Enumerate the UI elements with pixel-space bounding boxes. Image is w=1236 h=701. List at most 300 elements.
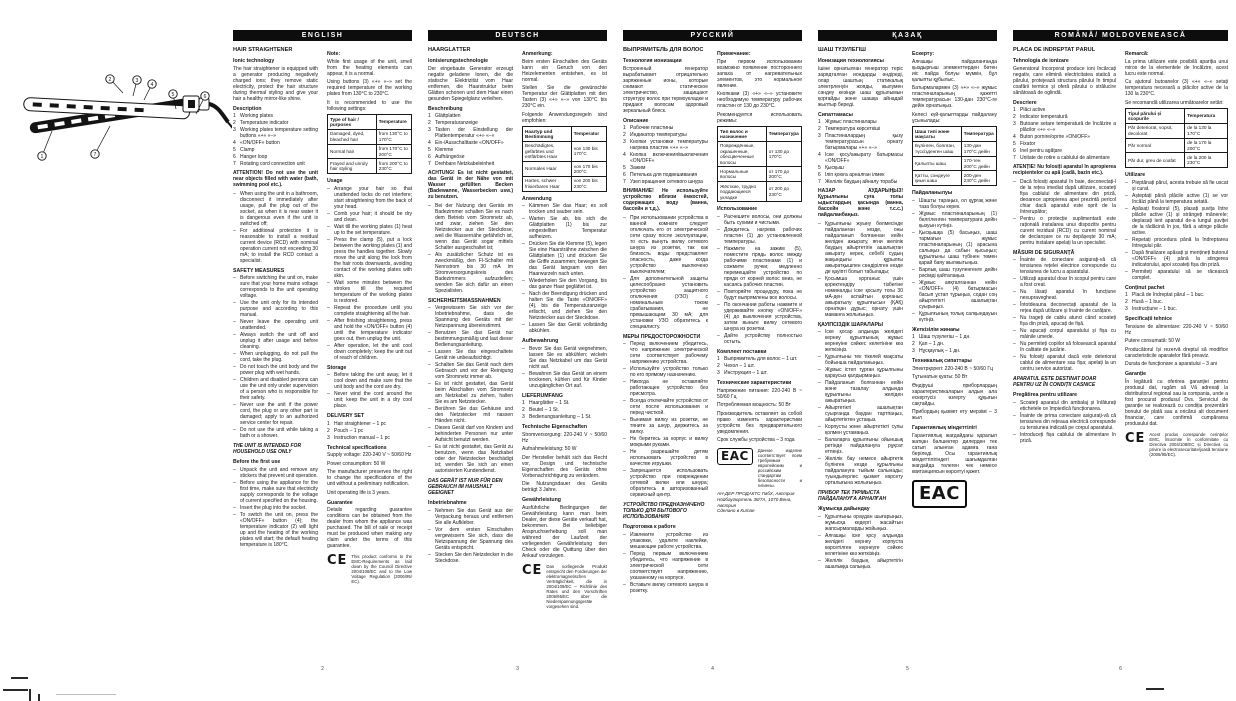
ce-mark-icon: CE: [327, 553, 348, 569]
list-marker: –: [327, 317, 330, 324]
list-marker: –: [233, 332, 236, 338]
table-header-cell: Temperature: [376, 115, 411, 130]
paragraph: Se recomandă utilizarea următoarelor setări:: [1125, 99, 1224, 106]
list-item: [428, 161, 513, 167]
list-item: [818, 152, 903, 164]
list-item-text: По окончании работы нажмите и удерживайте кнопку «ON/OFF» (4) до выключения устройства, затем выньте вилку сетевого шнура из розетки.: [724, 301, 802, 332]
list-item: [233, 402, 318, 426]
list-item-text: Bewahren Sie das Gerät an einem trockenen, kühlen und für Kinder unzugänglichen Ort auf.: [529, 370, 607, 389]
numbered-list: [327, 421, 412, 441]
list-item-text: Vor dem ersten Einschalten vergewissern Sie sich, dass die Netzspannung der Spannung des Geräts entspricht.: [435, 526, 513, 551]
list-item: [623, 139, 708, 151]
table-cell: Păr deteriorat, vopsit, decolorat: [1126, 123, 1185, 138]
list-item: [818, 380, 903, 404]
bullet-list: [1125, 180, 1228, 281]
list-marker: 2: [1125, 299, 1128, 306]
product-illustration: [0, 30, 232, 270]
bullet-list: [428, 508, 513, 564]
numbered-list: [1013, 107, 1116, 161]
list-item-text: Нұсқаулық – 1 дн.: [919, 348, 961, 355]
list-marker: –: [522, 241, 525, 248]
product-title: HAIR STRAIGHTENER: [233, 47, 293, 53]
section-heading: Before the first use: [233, 459, 281, 465]
paragraph: Келесі күй-қалыптарды пайдалану ұсынылады:: [912, 111, 997, 124]
list-item: [717, 246, 802, 288]
list-marker: –: [522, 322, 525, 329]
list-item: [1125, 193, 1228, 205]
list-marker: –: [233, 504, 236, 511]
list-item: [717, 214, 802, 226]
section-heading: Гарантиялық мiндеттiлiгi: [912, 425, 977, 432]
list-item: [327, 186, 412, 210]
list-item: [717, 302, 802, 332]
list-marker: –: [327, 304, 330, 311]
list-item-text: Do not use the unit while taking a bath or a shower.: [240, 427, 318, 439]
list-item: [818, 533, 903, 557]
list-item-text: Іске қосар алдында желідегі кернеу құрылғының жұмыс кернеуіне сәйкес келетініне көз жеткізіңіз.: [825, 329, 903, 353]
section-heading: Note:: [327, 51, 341, 57]
paragraph: În legătură cu oferirea garanției pentru produsul dat, rugăm să Vă adresați la distribuitorul regional sau la compania, unde a fost procurat produsul Dvs. Serviciul de garanție se realizează cu condiția prezentării bonului de plată sau a oricărui alt document financiar, care confirmă cumpărarea produsului dat.: [1125, 378, 1228, 427]
list-marker: –: [233, 300, 236, 306]
table-header-cell: Температура: [961, 127, 996, 142]
list-item: [717, 356, 802, 362]
language-header: ENGLISH: [233, 30, 412, 41]
settings-table: [327, 114, 412, 174]
list-marker: 6: [1013, 148, 1016, 154]
settings-table: [522, 126, 607, 192]
list-item: [233, 351, 318, 363]
list-item: [233, 377, 318, 401]
table-cell: de la 130 la 170°C: [1185, 123, 1228, 138]
list-marker: 2: [623, 132, 626, 138]
section-heading: Использование: [717, 206, 758, 213]
eac-statement: Данное изделие соответствует всем требуемым европейским и российским стандартам безопасности и гигиены.: [757, 448, 802, 489]
list-item-text: Pentru o protecție suplimentară este rațională instalarea unui dispozitiv pentru curent rezidual (RCD) cu curent nominal de declanșare ce nu depășește 30 mA; pentru instalare apelați la un specialist.: [1020, 215, 1116, 246]
list-item: [623, 366, 708, 378]
list-item-text: При использовании устройства в ванной комнате следует отключать его от электрической сети сразу после эксплуатации, то есть вынуть вилку сетевого шнура из розетки, так как близость воды представляет опасность, даже когда устройство выключено выключателем;: [630, 214, 708, 275]
page-number: 6: [1119, 666, 1122, 672]
list-marker: –: [717, 288, 720, 295]
list-marker: 3: [327, 434, 330, 441]
section-heading: Gewährleistung: [522, 497, 561, 504]
list-item: [717, 333, 802, 345]
list-item: [623, 172, 708, 178]
list-marker: –: [717, 332, 720, 339]
section-heading: Жеткізілім жинағы: [912, 326, 960, 333]
list-marker: –: [428, 444, 431, 450]
paragraph: Батырмалармен (3) «+» «–» жұмыс пластиналарының қажетті температурасын 130-дан 230°С-ге дейін орнатыңыз.: [912, 85, 997, 109]
list-marker: 3: [623, 139, 626, 145]
list-item: [428, 120, 513, 126]
list-item-text: Құрылғының толық салқындауын күтіңіз.: [919, 310, 997, 323]
list-item: [623, 582, 708, 594]
list-item-text: Инструкция – 1 шт.: [724, 370, 768, 377]
list-marker: –: [912, 197, 915, 204]
list-marker: –: [818, 532, 821, 539]
list-item-text: Use the unit only for its intended purpose and according to this manual.: [240, 300, 318, 318]
list-item: [233, 480, 318, 504]
list-item-text: Utilizați aparatul doar în scopul pentru care a fost creat.: [1020, 276, 1116, 288]
list-marker: –: [327, 342, 330, 349]
list-item-text: Drücken Sie die Klemme (5), legen Sie eine Haarsträhne zwischen die Glättplatten (1) und drücken Sie die Griffe zusammen; bewegen Sie das Gerät langsam von den Haarwurzeln nach unten.: [529, 241, 607, 278]
list-item-text: Нажмите на зажим (5), поместите прядь волос между рабочими пластинами (1) и сожмите ручки; медленно перемещайте устройство по пряди от корней волос вниз, не касаясь рабочих пластин.: [724, 245, 802, 288]
list-item: [818, 179, 903, 185]
list-item: [1013, 114, 1116, 120]
list-item-text: Wait till the working plates (1) heat up to the set temperature.: [334, 223, 412, 236]
paragraph: Stromversorgung: 220-240 V ~ 50/60 Hz: [522, 431, 607, 444]
list-item-text: Drehbare Netzkabeleinheit: [435, 161, 495, 167]
list-item: [1013, 134, 1116, 140]
table-row: [913, 171, 997, 186]
language-header: ҚАЗАҚ: [818, 30, 997, 41]
list-item-text: Before taking the unit away, let it cool down and make sure that the unit body and the cord are dry.: [334, 372, 412, 391]
list-item-text: Warten Sie ab, bis sich die Glättplatten (1) bis zur eingestellten Temperatur aufheizen.: [529, 216, 607, 241]
section-heading: MĂSURI DE SIGURANȚĂ: [1013, 249, 1075, 256]
paragraph: Supply voltage: 220-240 V ~ 50/60 Hz: [327, 452, 412, 459]
list-item-text: Жұмыс пластиналарының (1) белгіленген температураға дейін қызуын күтіңіз.: [919, 210, 997, 229]
list-item: [233, 120, 318, 126]
list-item: [1125, 250, 1228, 268]
list-item: [233, 154, 318, 160]
section-heading: Storage: [327, 364, 347, 371]
list-marker: –: [818, 275, 821, 282]
bullet-list: [623, 215, 708, 330]
list-item: [233, 332, 318, 350]
section-heading: DELIVERY SET: [327, 413, 365, 420]
list-item-text: Выпрямитель для волос – 1 шт.: [724, 356, 798, 363]
bullet-list: [818, 329, 903, 486]
list-item-text: După finalizare apăsați și mențineți butonul «ON/OFF» (4) până la stingerea indicatorului, apoi scoateți fișa din priză.: [1132, 249, 1228, 268]
paragraph: Встроенный генератор вырабатывает отрицательно заряженные ионы, которые снимают статическое электричество, защищают структуру волос при термоукладке и придают волосам здоровый зеркальный блеск.: [623, 65, 708, 114]
section-heading: Ионизация технологиясы: [818, 58, 884, 64]
manufacturer-line: Нойбаугюртель 38/7А, 1070 Вена, Австрия: [717, 497, 792, 508]
list-item-text: Fixator: [1020, 141, 1036, 147]
list-item: [912, 198, 997, 210]
list-marker: –: [1013, 276, 1016, 282]
list-item-text: Schalten Sie das Gerät nach dem Gebrauch und vor der Reinigung vom Stromnetz immer ab.: [435, 362, 513, 380]
list-item-text: Benutzen Sie das Gerät nur bestimmungsmäßig und laut dieser Bedienungsanleitung.: [435, 330, 513, 348]
list-item: [1013, 276, 1116, 288]
list-item: [428, 127, 513, 139]
list-marker: –: [327, 279, 330, 286]
list-item: [327, 343, 412, 361]
section-heading: LIEFERUMFANG: [522, 392, 563, 399]
paragraph: НАЗАР АУДАРЫҢЫЗ! Құрылғыны суға толы ыдыстардың қасында (ванна, бассейн және т.с.с.) пайдаланбаңыз.: [818, 188, 903, 218]
list-marker: –: [233, 275, 236, 281]
list-item: [233, 191, 318, 227]
section-heading: Ionisierungstechnologie: [428, 58, 488, 64]
list-item: [912, 311, 997, 323]
list-item-text: Nu folosiți aparatul dacă este deteriorat cablul de alimentare sau fișa; apelați la un centru service autorizat.: [1020, 354, 1116, 372]
list-item-text: Indicator temperatură: [1020, 114, 1068, 120]
table-cell: от 130 до 170°С: [766, 141, 801, 167]
ce-block: [1125, 432, 1228, 457]
table-row: [718, 182, 802, 202]
list-item-text: Іліп қоюға арналған ілмек: [825, 172, 885, 178]
paragraph: ВНИМАНИЕ! Не используйте устройство вблизи ёмкостей, содержащих воду (ванна, бассейн и т.д.).: [623, 188, 708, 212]
list-marker: –: [623, 436, 626, 442]
list-item: [623, 179, 708, 185]
table-row: [718, 167, 802, 182]
numbered-list: [428, 113, 513, 167]
list-marker: 4: [233, 140, 236, 146]
list-item: [233, 113, 318, 119]
list-item-text: Жұмыс аяқталғаннан кейін «ON/OFF» (4) батырмасын басып ұстап тұрыңыз, содан соң айыртетікті ашалықтан суырыңыз.: [919, 279, 997, 310]
table-header-row: [523, 127, 607, 142]
table-row: [1126, 153, 1228, 168]
section-english: [233, 30, 412, 678]
page-number: 3: [516, 666, 519, 672]
list-item-text: Рабочие пластины: [630, 125, 674, 131]
list-item: [428, 154, 513, 160]
list-marker: –: [623, 366, 626, 372]
bullet-list: [1013, 400, 1116, 444]
list-item: [327, 372, 412, 390]
table-row: [913, 156, 997, 171]
numbered-list: [818, 119, 903, 185]
list-marker: –: [623, 468, 626, 474]
section-heading: Описание: [623, 117, 649, 124]
list-item: [623, 341, 708, 365]
list-marker: 6: [233, 154, 236, 160]
list-marker: 7: [818, 179, 821, 185]
section-heading: Комплект поставки: [717, 348, 767, 355]
list-item: [623, 398, 708, 416]
section-heading: Примечание:: [717, 51, 751, 57]
table-cell: de la 200 la 230°C: [1185, 153, 1228, 168]
list-marker: –: [522, 278, 525, 285]
svg-text:4: 4: [150, 81, 154, 88]
section-heading: Технические характеристики: [717, 380, 792, 387]
bullet-list: [522, 203, 607, 334]
list-item: [233, 505, 318, 511]
list-item: [818, 514, 903, 532]
paragraph: The hair straightener is equipped with a generator producing negatively charged ions; they remove static electricity, protect the hair structure during thermal styling and give your hair a healthy mirror-like shine.: [233, 65, 318, 102]
list-item: [818, 437, 903, 455]
paragraph: При первом использовании возможно появление постороннего запаха от нагревательных элементов, это нормальное явление.: [717, 58, 802, 89]
list-marker: –: [233, 479, 236, 486]
section-deutsch: [428, 30, 607, 678]
list-item-text: Желілік баудың айыртетігін ашалыққа салыңыз.: [825, 557, 903, 570]
list-marker: –: [912, 266, 915, 273]
table-cell: from 130°C to 170°C: [376, 129, 411, 144]
list-marker: –: [717, 213, 720, 220]
section-heading: SICHERHEITSMASSNAHMEN: [428, 297, 501, 304]
list-marker: –: [1013, 302, 1016, 308]
list-item: [1013, 328, 1116, 340]
paragraph: Aufnahmeleistung: 50 W: [522, 446, 577, 453]
list-item: [327, 421, 412, 427]
list-item: [428, 140, 513, 146]
list-item: [818, 424, 903, 436]
list-item-text: Вынимая вилку из розетки, не тяните за шнур, держитесь за вилку.: [630, 417, 708, 435]
list-marker: 4: [428, 140, 431, 146]
list-item-text: Дайте устройству полностью остыть.: [724, 332, 802, 345]
list-item-text: Unpack the unit and remove any stickers that prevent unit operation.: [240, 466, 318, 479]
table-cell: Păr normal: [1126, 138, 1185, 153]
household-only-note: THE UNIT IS INTENDED FOR HOUSEHOLD USE ONLY: [233, 443, 302, 455]
settings-table: [912, 126, 997, 186]
table-cell: Бүлінген, боялған, түссізденген шаш: [913, 141, 962, 156]
list-marker: –: [623, 341, 626, 347]
list-marker: 5: [623, 165, 626, 171]
crop-mark: [1146, 688, 1164, 690]
section-heading: Specificații tehnice: [1125, 316, 1172, 323]
list-item: [717, 227, 802, 245]
list-marker: –: [327, 372, 330, 379]
list-item: [233, 275, 318, 299]
list-item: [428, 508, 513, 526]
list-item-text: Температура көрсеткіші: [825, 126, 881, 132]
list-item: [1013, 432, 1116, 444]
list-marker: –: [233, 427, 236, 433]
section-heading: Pregătirea pentru utilizare: [1013, 392, 1077, 398]
list-marker: –: [233, 402, 236, 408]
list-item: [327, 318, 412, 342]
list-marker: –: [233, 511, 236, 518]
list-item: [1013, 107, 1116, 113]
paragraph: Stellen Sie die gewünschte Temperatur der Glättplatten mit den Tasten (3) «+» «–» von 130°C bis 230°C ein.: [522, 85, 607, 109]
section-heading: Descriere: [1013, 99, 1037, 106]
list-item-text: Pouch – 1 pc: [334, 427, 364, 434]
list-marker: –: [623, 531, 626, 538]
list-item: [1125, 180, 1228, 192]
household-only-note: УСТРОЙСТВО ПРЕДНАЗНАЧЕНО ТОЛЬКО ДЛЯ БЫТОВОГО ИСПОЛЬЗОВАНИЯ: [623, 502, 705, 520]
list-marker: 3: [233, 127, 236, 133]
list-item-text: Зажим: [630, 165, 646, 171]
eac-block: [912, 480, 997, 508]
list-item: [623, 436, 708, 448]
list-item: [1013, 302, 1116, 314]
list-item: [233, 364, 318, 376]
list-marker: 1: [1013, 107, 1016, 113]
svg-text:6: 6: [203, 93, 207, 100]
paragraph: Тұтынатын қуаты: 50 Вт: [912, 374, 968, 381]
table-cell: from 200°C to 230°C: [376, 159, 411, 174]
list-item-text: Butoane setare temperatură de încălzire a plăcilor «+» «–»: [1020, 121, 1116, 133]
ce-block: [522, 564, 607, 609]
manufacturer-line: АН-ДЕР ПРОДАКТС ГмбХ, Австрия: [717, 491, 795, 497]
paragraph: Producătorul își rezervă dreptul să modifice caracteristicile aparatelor fără preaviz.: [1125, 346, 1228, 359]
list-item: [1013, 121, 1116, 133]
bullet-list: [623, 341, 708, 498]
hair-straightener-drawing: [0, 30, 232, 270]
list-item-text: For additional protection it is reasonable to install a residual current device (RCD) with nominal operation current not exceeding 30 mA; to install the RCD contact a specialist.: [240, 227, 318, 264]
list-item-text: Permiteți aparatului să se răcească complet.: [1132, 268, 1228, 281]
list-item: [428, 362, 513, 380]
list-item: [1013, 141, 1116, 147]
list-marker: –: [912, 310, 915, 317]
list-marker: 2: [912, 341, 915, 348]
list-item: [428, 406, 513, 424]
language-header: DEUTSCH: [428, 30, 607, 41]
list-marker: –: [428, 251, 431, 258]
list-marker: 1: [818, 119, 821, 125]
paragraph: Putere consumată: 50 W: [1125, 338, 1181, 345]
paragraph: While first usage of the unit, smell from the heating elements can appear, it is a normal.: [327, 58, 412, 77]
table-cell: 130-дан 170°С дейін: [961, 141, 996, 156]
list-item-text: Пайдаланып болғаннан кейін және тазалау алдында құрылғыны желіден ажыратыңыз.: [825, 380, 903, 404]
list-item-text: Пластиналардың қызу температурасын орнату батырмалары «+» «–»: [825, 133, 903, 151]
list-marker: –: [428, 202, 431, 209]
list-item-text: Stecken Sie den Netzstecker in die Steckdose.: [435, 551, 513, 564]
bullet-list: [1013, 179, 1116, 246]
list-marker: –: [522, 216, 525, 223]
list-marker: –: [717, 226, 720, 233]
list-item: [327, 224, 412, 236]
table-cell: от 200 до 230°С: [766, 182, 801, 202]
paragraph: ATTENTION! Do not use the unit near objects filled with water (bath, swimming pool etc.).: [233, 170, 318, 188]
list-item: [717, 370, 802, 376]
list-item: [1125, 299, 1228, 305]
list-marker: –: [1013, 178, 1016, 185]
list-marker: –: [522, 203, 525, 210]
list-marker: 1: [1125, 292, 1128, 299]
list-item: [818, 354, 903, 366]
list-marker: 2: [428, 120, 431, 126]
list-marker: –: [623, 449, 626, 455]
list-item-text: Rotating cord connection unit: [240, 161, 305, 167]
list-marker: 7: [233, 161, 236, 167]
list-marker: 1: [623, 125, 626, 131]
list-item-text: Петелька для подвешивания: [630, 172, 698, 178]
bullet-list: [818, 221, 903, 318]
table-cell: от 170 до 200°С: [766, 167, 801, 182]
list-item: [623, 152, 708, 164]
list-item: [522, 346, 607, 370]
paragraph: The manufacturer preserves the right to change the specifications of the unit without a preliminary notification.: [327, 469, 412, 488]
section-heading: Ескерту:: [912, 51, 935, 57]
list-item-text: After operation, let the unit cool down completely; keep the unit out of reach of children.: [334, 342, 412, 361]
list-item-text: Чехол – 1 шт.: [724, 363, 755, 370]
list-item-text: Comb your hair; it should be dry and clean.: [334, 210, 412, 223]
list-item: [428, 203, 513, 251]
list-item-text: Dieses Gerät darf von Kindern und behinderten Personen nur unter Aufsicht benutzt werden.: [435, 425, 513, 443]
crop-mark: [11, 677, 28, 679]
table-cell: Beschädigtes, gefärbtes und entfärbtes Haar: [523, 141, 572, 161]
ce-statement: Acest produs corespunde cerințelor EMC, întocmite în conformitate cu Directiva 2004/108/EC și Directiva cu privire la electrosecuritate/joasă tensiune (2006/95/EC).: [1149, 431, 1228, 457]
list-item: [428, 527, 513, 551]
list-marker: –: [233, 319, 236, 325]
list-item: [1125, 206, 1228, 236]
list-item-text: Placă de îndreptat părul – 1 buc.: [1132, 292, 1205, 299]
list-item-text: Не разрешайте детям использовать устройство в качестве игрушки.: [630, 449, 708, 467]
list-item: [233, 300, 318, 318]
list-item-text: Tasten der Einstellung der Plattentemperatur «+» «–»: [435, 127, 513, 139]
list-item: [1013, 216, 1116, 246]
ce-mark-icon: CE: [1125, 430, 1146, 446]
list-item: [233, 161, 318, 167]
list-marker: 7: [1013, 155, 1016, 161]
list-item-text: Klemme: [435, 147, 454, 153]
household-only-note: ПРИБОР ТЕК ТҰРМЫСТА ПАЙДАЛАНУҒА АРНАЛҒАН: [818, 490, 887, 502]
list-item: [1125, 306, 1228, 312]
table-row: [328, 129, 412, 144]
list-item: [912, 334, 997, 340]
list-marker: 5: [818, 165, 821, 171]
table-row: [913, 141, 997, 156]
bullet-list: [233, 467, 318, 548]
bullet-list: [233, 191, 318, 264]
paragraph: It is recommended to use the following settings:: [327, 99, 412, 112]
list-item: [623, 379, 708, 397]
list-item: [428, 252, 513, 294]
list-item-text: Întotdeauna deconectați aparatul de la rețea după utilizare și înainte de curățare.: [1020, 302, 1116, 314]
list-item-text: Never leave the operating unit unattended.: [240, 319, 318, 331]
list-item-text: Желілік бау немесе айыртетік бүлінген кезде құрылғыны пайдалануға тыйым салынады; туындыгерлес қызмет көрсету орталығына жолығыңыз.: [825, 456, 903, 486]
table-cell: Қатты, сәндеуге қиын шаш: [913, 171, 962, 186]
list-item-text: Bevor Sie das Gerät wegnehmen, lassen Sie es abkühlen; wickeln Sie das Netzkabel um das Gerät nicht auf.: [529, 345, 607, 370]
